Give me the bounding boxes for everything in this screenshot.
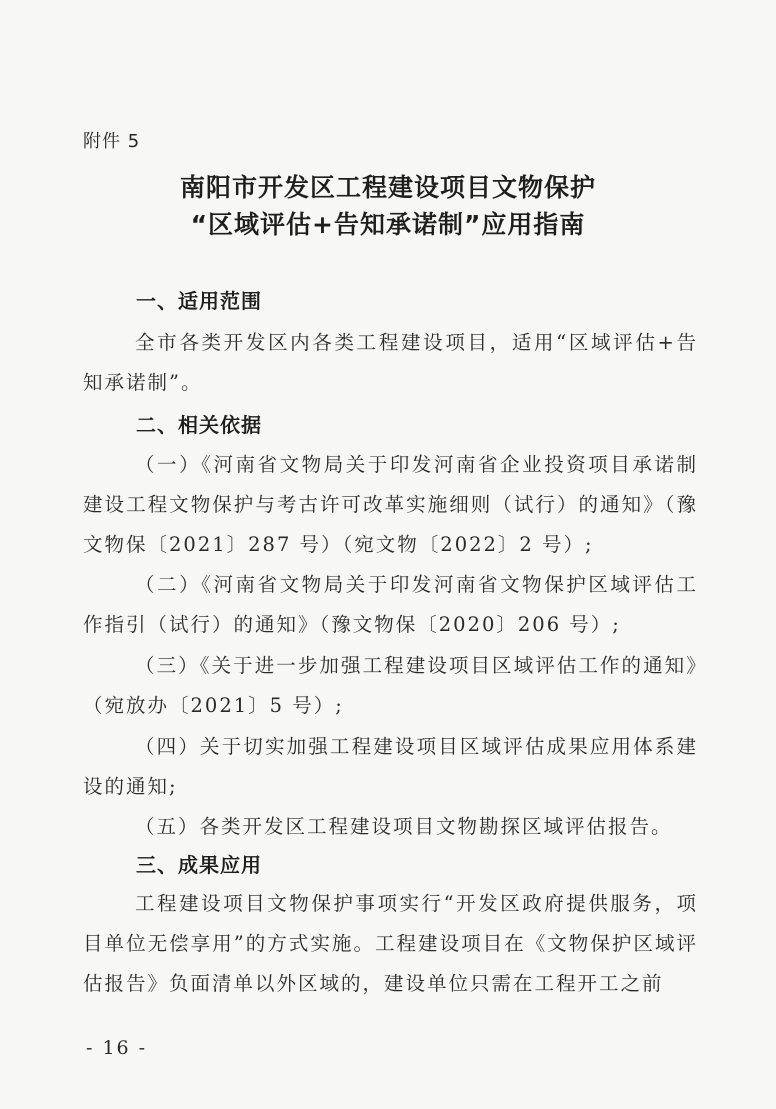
basis-item-4: （四）关于切实加强工程建设项目区域评估成果应用体系建设的通知;: [83, 735, 698, 798]
document-title-line-1: 南阳市开发区工程建设项目文物保护: [179, 173, 596, 202]
page-number: - 16 -: [86, 1037, 148, 1059]
section-paragraph-scope: 全市各类开发区内各类工程建设项目，适用“区域评估+告知承诺制”。: [83, 331, 698, 394]
section-heading-scope: 一、适用范围: [136, 289, 262, 313]
section-heading-application: 三、成果应用: [136, 853, 262, 877]
basis-item-5: （五）各类开发区工程建设项目文物勘探区域评估报告。: [135, 815, 673, 838]
document-title-line-2: “区域评估+告知承诺制”应用指南: [190, 210, 586, 239]
attachment-label: 附件 5: [83, 131, 141, 152]
basis-item-3: （三）《关于进一步加强工程建设项目区域评估工作的通知》（宛放办〔2021〕5 号）;: [83, 654, 698, 717]
section-heading-basis: 二、相关依据: [136, 413, 262, 437]
section-paragraph-application: 工程建设项目文物保护事项实行“开发区政府提供服务，项目单位无偿享用”的方式实施。工程建设项目在《文物保护区域评估报告》负面清单以外区域的，建设单位只需在工程开工之前: [83, 892, 698, 995]
basis-item-1: （一）《河南省文物局关于印发河南省企业投资项目承诺制建设工程文物保护与考古许可改革实施细则（试行）的通知》（豫文物保〔2021〕287 号）（宛文物〔2022〕2 号）;: [83, 453, 698, 556]
basis-item-2: （二）《河南省文物局关于印发河南省文物保护区域评估工作指引（试行）的通知》（豫文物保〔2020〕206 号）;: [83, 573, 698, 636]
